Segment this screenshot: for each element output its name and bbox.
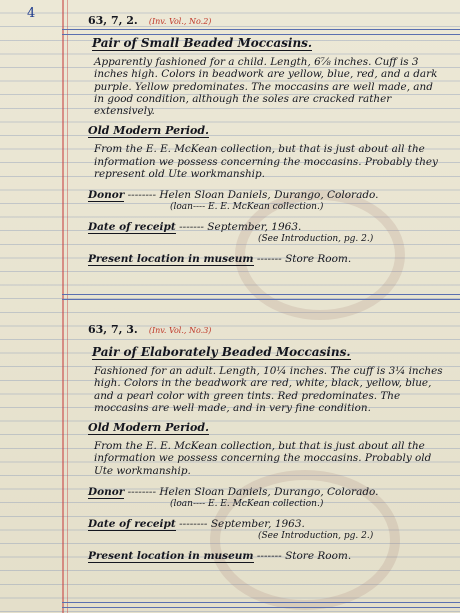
entry-period: Old Modern Period.: [88, 124, 209, 138]
entry-description: Fashioned for an adult. Length, 10¼ inches. The cuff is 3¼ inches high. Colors in the beadwork are red, white, black, yellow, blue, and a pearl color with green tints. Red predominates. The moccasins are well made, and in very fine condition.: [94, 365, 443, 414]
inventory-reference: (Inv. Vol., No.2): [148, 17, 212, 26]
date-note: (See Introduction, pg. 2.): [258, 234, 374, 245]
loan-note: (loan---- E. E. McKean collection.): [170, 499, 324, 510]
date-line: [88, 518, 454, 530]
margin-line-inner: [67, 0, 68, 613]
donor-value: Helen Sloan Daniels, Durango, Colorado.: [159, 189, 379, 202]
collection-note: From the E. E. McKean collection, but that is just about all the information we possess concerning the moccasins. Probably old Ute workmanship.: [94, 440, 432, 477]
date-value: September, 1963.: [207, 221, 302, 234]
donor-label: Donor: [88, 486, 125, 499]
page-number: 4: [27, 6, 36, 21]
catalog-entry-2: [88, 318, 454, 562]
entry-header: [88, 9, 454, 28]
donor-dots: --------: [127, 486, 157, 499]
catalog-number: 63, 7, 2.: [88, 14, 138, 27]
loan-note: (loan---- E. E. McKean collection.): [170, 202, 324, 213]
date-dots: -------: [179, 221, 204, 234]
collection-note: From the E. E. McKean collection, but that is just about all the information we possess concerning the moccasins. Probably they represent old Ute workmanship.: [94, 143, 438, 181]
entry-title: Pair of Small Beaded Moccasins.: [92, 36, 313, 50]
location-value: Store Room.: [285, 550, 352, 563]
location-label: Present location in museum: [88, 253, 254, 266]
location-dots: -------: [256, 550, 282, 563]
location-value: Store Room.: [285, 253, 352, 266]
entry-description: Apparently fashioned for a child. Length, 6⅞ inches. Cuff is 3 inches high. Colors in beadwork are yellow, blue, red, and a dark purple. Yellow predominates. The moccasins are well made, and in good condition, although the soles are cracked rather extensively.: [94, 56, 438, 118]
section-rule: [62, 294, 460, 300]
entry-period: Old Modern Period.: [88, 421, 209, 435]
location-label: Present location in museum: [88, 550, 254, 563]
location-line: [88, 550, 454, 562]
catalog-entry-1: [88, 9, 454, 265]
donor-dots: --------: [127, 189, 157, 202]
location-line: [88, 253, 454, 265]
date-label: Date of receipt: [88, 518, 176, 531]
catalog-number: 63, 7, 3.: [88, 323, 138, 336]
bottom-rule: [62, 602, 460, 608]
date-dots: --------: [179, 518, 208, 531]
donor-value: Helen Sloan Daniels, Durango, Colorado.: [159, 486, 379, 499]
date-label: Date of receipt: [88, 221, 176, 234]
date-line: [88, 221, 454, 233]
date-note: (See Introduction, pg. 2.): [258, 531, 374, 542]
donor-line: [88, 486, 454, 498]
inventory-reference: (Inv. Vol., No.3): [148, 326, 212, 335]
entry-title: Pair of Elaborately Beaded Moccasins.: [92, 345, 351, 359]
location-dots: -------: [256, 253, 282, 266]
date-value: September, 1963.: [210, 518, 305, 531]
donor-line: [88, 189, 454, 201]
entry-header: [88, 318, 454, 337]
margin-line: [62, 0, 64, 613]
donor-label: Donor: [88, 189, 125, 202]
